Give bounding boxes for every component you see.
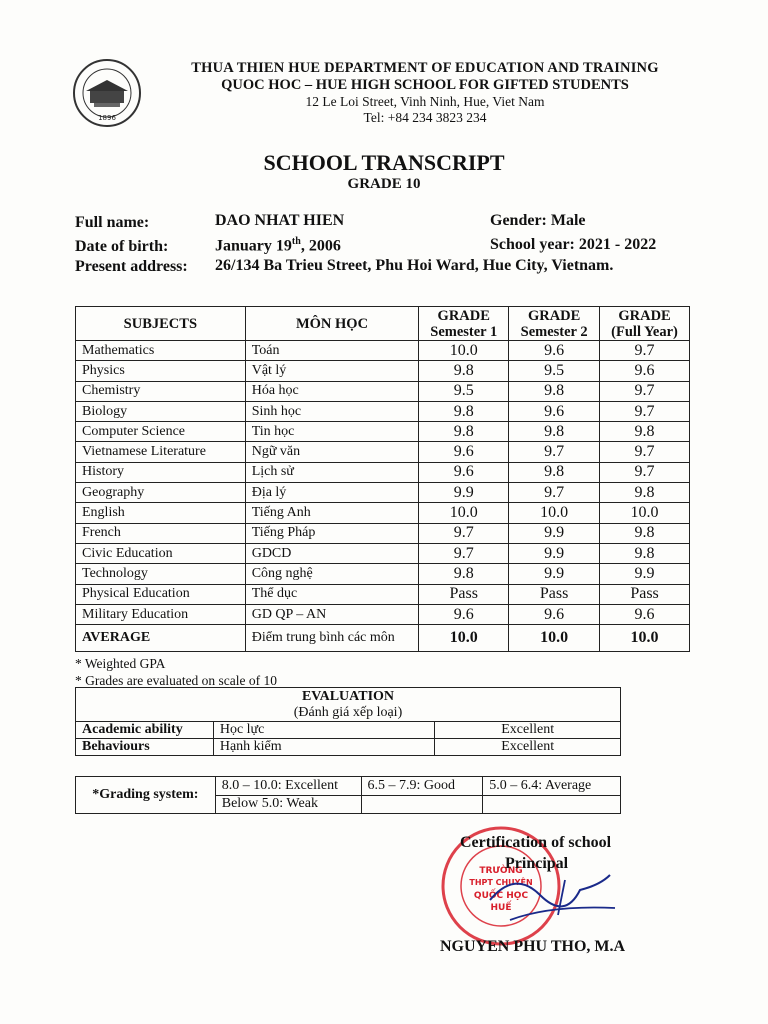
sem1-cell: 9.8 [419, 422, 509, 442]
sem1-cell: 9.7 [419, 523, 509, 543]
subject-cell: Vietnamese Literature [76, 442, 246, 462]
student-name: DAO NHAT HIEN [215, 212, 345, 229]
sem1-cell: 9.6 [419, 604, 509, 624]
evaluation-subtitle: (Đánh giá xếp loại) [76, 705, 621, 722]
sem1-cell: Pass [419, 584, 509, 604]
vn-cell: Tiếng Pháp [245, 523, 419, 543]
sem2-cell: 9.6 [509, 604, 600, 624]
subject-cell: Chemistry [76, 381, 246, 401]
table-row [76, 401, 690, 421]
sem2-cell: 9.8 [509, 422, 600, 442]
sem1-cell: 9.8 [419, 401, 509, 421]
table-row [76, 422, 690, 442]
sem1-cell: 9.8 [419, 564, 509, 584]
subject-cell: French [76, 523, 246, 543]
full-year-cell: 9.6 [600, 604, 690, 624]
svg-text:1896: 1896 [98, 114, 116, 122]
sem2-cell: 9.7 [509, 483, 600, 503]
table-row [76, 543, 690, 563]
sem2-cell: 9.9 [509, 564, 600, 584]
sem1-cell: 9.6 [419, 462, 509, 482]
principal-name: NGUYEN PHU THO, M.A [440, 938, 626, 955]
name-label: Full name: [75, 214, 150, 231]
subject-cell: Biology [76, 401, 246, 421]
sem2-cell: Pass [509, 584, 600, 604]
subject-cell: Physics [76, 361, 246, 381]
svg-text:HUẾ: HUẾ [490, 903, 512, 913]
vn-cell: Ngữ văn [245, 442, 419, 462]
header-school: QUOC HOC – HUE HIGH SCHOOL FOR GIFTED STUDENTS [221, 77, 629, 93]
sem2-cell: 9.6 [509, 341, 600, 361]
certification-line2: Principal [505, 855, 569, 872]
evaluation-title: EVALUATION [76, 688, 621, 706]
table-row [76, 483, 690, 503]
table-row [76, 503, 690, 523]
note-weighted-gpa: * Weighted GPA [75, 656, 166, 671]
table-row [76, 462, 690, 482]
vn-cell: GDCD [245, 543, 419, 563]
certification-line1: Certification of school [460, 834, 612, 851]
subject-cell: Civic Education [76, 543, 246, 563]
sem2-cell: 9.7 [509, 442, 600, 462]
vn-cell: Hóa học [245, 381, 419, 401]
vn-cell: Công nghệ [245, 564, 419, 584]
full-year-cell: 9.8 [600, 422, 690, 442]
full-year-cell: 9.8 [600, 483, 690, 503]
school-logo [72, 58, 142, 128]
vn-cell: Tin học [245, 422, 419, 442]
sem2-cell: 9.5 [509, 361, 600, 381]
principal-signature [470, 860, 620, 930]
full-year-cell: 9.9 [600, 564, 690, 584]
svg-text:QUỐC HỌC: QUỐC HỌC [473, 891, 529, 901]
student-dob: January 19th, 2006 [215, 236, 341, 255]
full-year-cell: 9.7 [600, 442, 690, 462]
sem1-cell: 9.7 [419, 543, 509, 563]
average-sem2: 10.0 [509, 625, 600, 652]
vn-cell: GD QP – AN [245, 604, 419, 624]
address-label: Present address: [75, 258, 188, 275]
vn-cell: Địa lý [245, 483, 419, 503]
sem1-cell: 10.0 [419, 341, 509, 361]
header-address: 12 Le Loi Street, Vinh Ninh, Hue, Viet Nam [305, 94, 545, 109]
subject-cell: English [76, 503, 246, 523]
table-row [76, 564, 690, 584]
sem2-cell: 9.8 [509, 381, 600, 401]
grading-system-table [75, 776, 621, 814]
svg-text:THPT CHUYÊN: THPT CHUYÊN [469, 878, 533, 887]
subject-cell: Military Education [76, 604, 246, 624]
table-row [76, 604, 690, 624]
sem1-cell: 10.0 [419, 503, 509, 523]
sem2-cell: 9.9 [509, 523, 600, 543]
table-row [76, 523, 690, 543]
sem1-cell: 9.8 [419, 361, 509, 381]
grade-average: 5.0 – 6.4: Average [483, 777, 621, 796]
header-sem1: GRADE Semester 1 [419, 307, 509, 341]
vn-cell: Toán [245, 341, 419, 361]
vn-cell: Lịch sử [245, 462, 419, 482]
sem2-cell: 10.0 [509, 503, 600, 523]
full-year-cell: 9.7 [600, 401, 690, 421]
average-row [76, 625, 690, 652]
subject-cell: Geography [76, 483, 246, 503]
sem1-cell: 9.9 [419, 483, 509, 503]
table-row [76, 341, 690, 361]
table-row [76, 361, 690, 381]
full-year-cell: Pass [600, 584, 690, 604]
page-title: SCHOOL TRANSCRIPT [263, 150, 505, 175]
vn-cell: Tiếng Anh [245, 503, 419, 523]
table-row [76, 442, 690, 462]
full-year-cell: 10.0 [600, 503, 690, 523]
vn-cell: Thể dục [245, 584, 419, 604]
sem1-cell: 9.6 [419, 442, 509, 462]
evaluation-row: Behaviours Hạnh kiểm Excellent [76, 739, 621, 756]
subject-cell: Technology [76, 564, 246, 584]
full-year-cell: 9.8 [600, 523, 690, 543]
header-mon-hoc: MÔN HỌC [245, 307, 419, 341]
grading-label: *Grading system: [76, 777, 216, 814]
full-year-cell: 9.8 [600, 543, 690, 563]
note-scale: * Grades are evaluated on scale of 10 [75, 673, 278, 688]
evaluation-row: Academic ability Học lực Excellent [76, 722, 621, 739]
subject-cell: Mathematics [76, 341, 246, 361]
grade-good: 6.5 – 7.9: Good [361, 777, 483, 796]
header-sem2: GRADE Semester 2 [509, 307, 600, 341]
student-gender: Gender: Male [490, 212, 586, 229]
average-vn: Điểm trung bình các môn [245, 625, 419, 652]
grade-weak: Below 5.0: Weak [215, 795, 361, 814]
average-label: AVERAGE [76, 625, 246, 652]
header-department: THUA THIEN HUE DEPARTMENT OF EDUCATION AND TRAINING [191, 60, 659, 76]
school-year: School year: 2021 - 2022 [490, 236, 657, 253]
sem2-cell: 9.8 [509, 462, 600, 482]
subject-cell: Computer Science [76, 422, 246, 442]
header-tel: Tel: +84 234 3823 234 [363, 110, 487, 125]
table-row [76, 381, 690, 401]
grades-table [75, 306, 690, 652]
student-address: 26/134 Ba Trieu Street, Phu Hoi Ward, Hue City, Vietnam. [215, 257, 614, 274]
vn-cell: Vật lý [245, 361, 419, 381]
sem2-cell: 9.6 [509, 401, 600, 421]
vn-cell: Sinh học [245, 401, 419, 421]
header-subjects: SUBJECTS [76, 307, 246, 341]
table-row [76, 584, 690, 604]
full-year-cell: 9.6 [600, 361, 690, 381]
full-year-cell: 9.7 [600, 381, 690, 401]
full-year-cell: 9.7 [600, 341, 690, 361]
grade-excellent: 8.0 – 10.0: Excellent [215, 777, 361, 796]
svg-text:TRƯỜNG: TRƯỜNG [479, 866, 523, 876]
evaluation-table [75, 687, 621, 756]
sem1-cell: 9.5 [419, 381, 509, 401]
average-full-year: 10.0 [600, 625, 690, 652]
average-sem1: 10.0 [419, 625, 509, 652]
header-full-year: GRADE (Full Year) [600, 307, 690, 341]
subject-cell: Physical Education [76, 584, 246, 604]
full-year-cell: 9.7 [600, 462, 690, 482]
sem2-cell: 9.9 [509, 543, 600, 563]
dob-label: Date of birth: [75, 238, 169, 255]
grade-level: GRADE 10 [347, 176, 421, 192]
subject-cell: History [76, 462, 246, 482]
